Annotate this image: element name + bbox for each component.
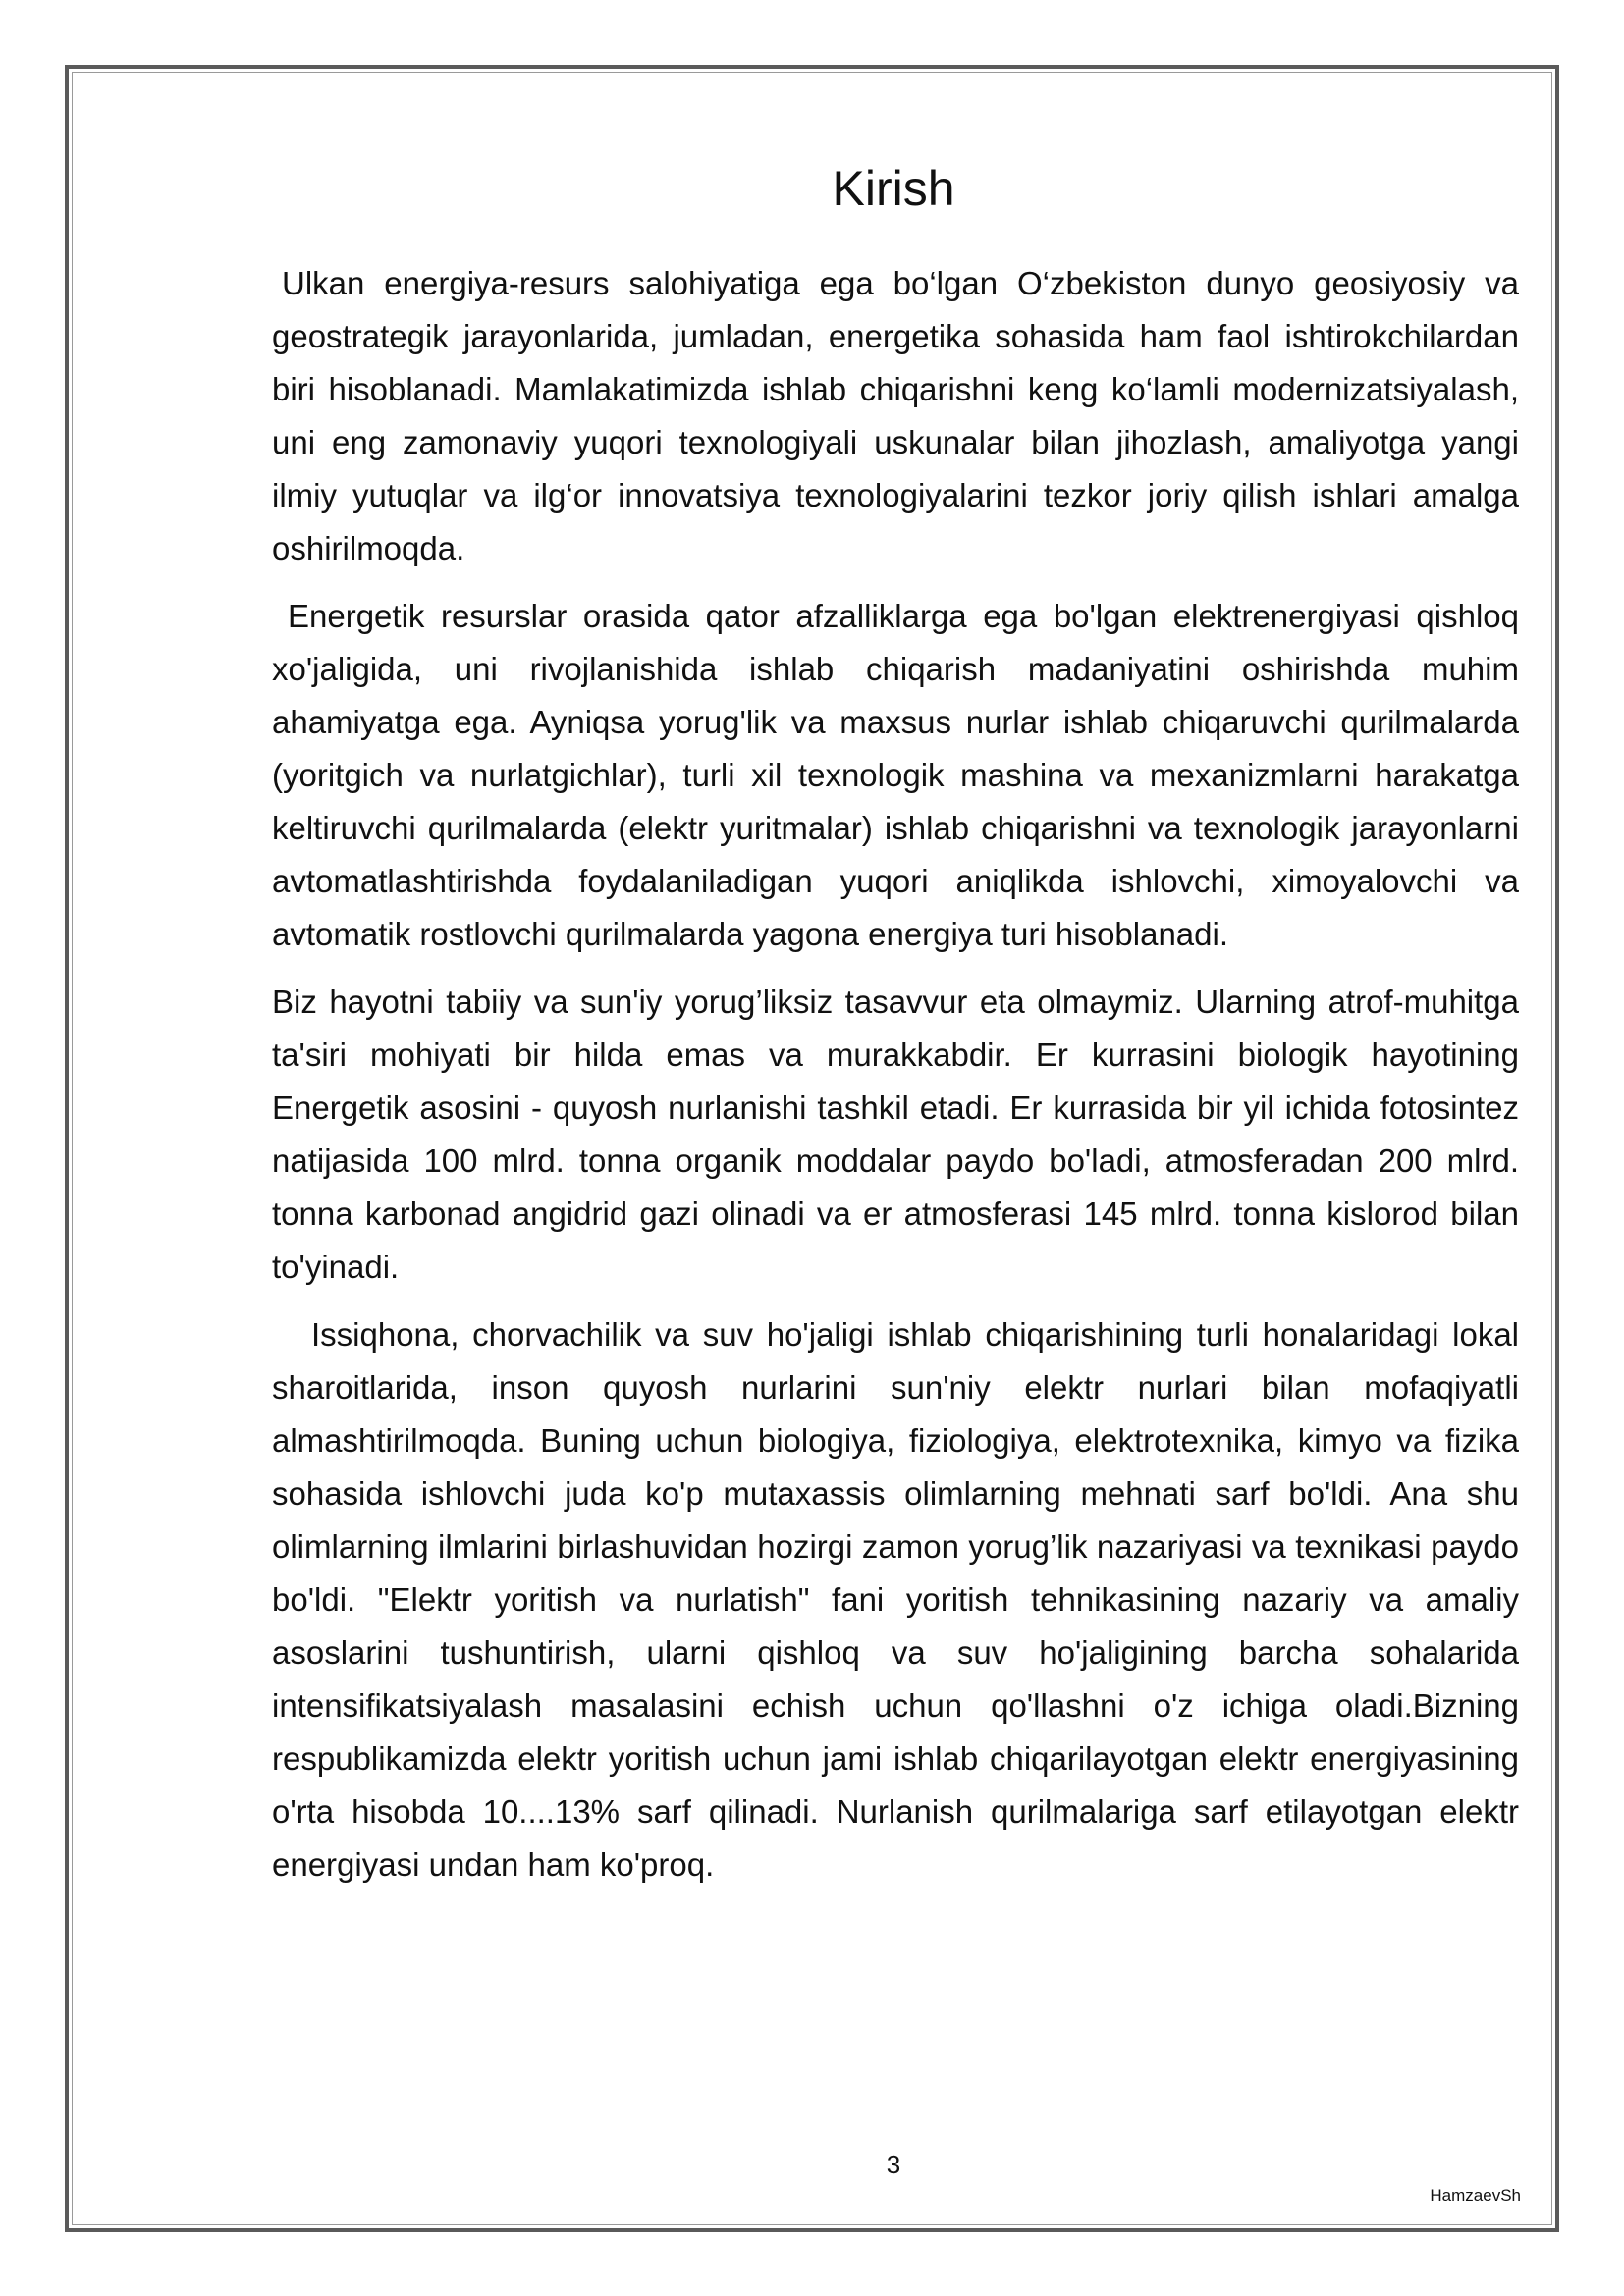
author-footer: HamzaevSh (1430, 2186, 1521, 2205)
page-title: Kirish (832, 161, 955, 216)
body-text (272, 257, 1519, 1906)
page-number: 3 (886, 2150, 901, 2179)
paragraph-4: Issiqhona, chorvachilik va suv ho'jaligi ishlab chiqarishining turli honalaridagi lokal sharoitlarida, inson quyosh nurlarini sun'niy elektr nurlari bilan mofaqiyatli almashtirilmoqda. Buning uchun biologiya, fiziologiya, elektrotexnika, kimyo va fizika sohasida ishlovchi juda ko'p mutaxassis olimlarning mehnati sarf bo'ldi. Ana shu olimlarning ilmlarini birlashuvidan hozirgi zamon yorug’lik nazariyasi va texnikasi paydo bo'ldi. "Elektr yoritish va nurlatish" fani yoritish tehnikasining nazariy va amaliy asoslarini tushuntirish, ularni qishloq va suv ho'jaligining barcha sohalarida intensifikatsiyalash masalasini echish uchun qo'llashni o'z ichiga oladi.Bizning respublikamizda elektr yoritish uchun jami ishlab chiqarilayotgan elektr energiyasining o'rta hisobda 10....13% sarf qilinadi. Nurlanish qurilmalariga sarf etilayotgan elektr energiyasi undan ham ko'proq. (272, 1316, 1519, 1883)
paragraph-2: Energetik resurslar orasida qator afzalliklarga ega bo'lgan elektrenergiyasi qishloq xo'jaligida, uni rivojlanishida ishlab chiqarish madaniyatini oshirishda muhim ahamiyatga ega. Ayniqsa yorug'lik va maxsus nurlar ishlab chiqaruvchi qurilmalarda (yoritgich va nurlatgichlar), turli xil texnologik mashina va mexanizmlarni harakatga keltiruvchi qurilmalarda (elektr yuritmalar) ishlab chiqarishni va texnologik jarayonlarni avtomatlashtirishda foydalaniladigan yuqori aniqlikda ishlovchi, ximoyalovchi va avtomatik rostlovchi qurilmalarda yagona energiya turi hisoblanadi. (272, 598, 1519, 952)
paragraph-3: Biz hayotni tabiiy va sun'iy yorug’liksiz tasavvur eta olmaymiz. Ularning atrof-muhitga ta'siri mohiyati bir hilda emas va murakkabdir. Er kurrasini biologik hayotining Energetik asosini - quyosh nurlanishi tashkil etadi. Er kurrasida bir yil ichida fotosintez natijasida 100 mlrd. tonna organik moddalar paydo bo'ladi, atmosferadan 200 mlrd. tonna karbonad angidrid gazi olinadi va er atmosferasi 145 mlrd. tonna kislorod bilan to'yinadi. (272, 984, 1519, 1285)
paragraph-1: Ulkan energiya-resurs salohiyatiga ega bo‘lgan O‘zbekiston dunyo geosiyosiy va geostrategik jarayonlarida, jumladan, energetika sohasida ham faol ishtirokchilardan biri hisoblanadi. Mamlakatimizda ishlab chiqarishni keng ko‘lamli modernizatsiyalash, uni eng zamonaviy yuqori texnologiyali uskunalar bilan jihozlash, amaliyotga yangi ilmiy yutuqlar va ilg‘or innovatsiya texnologiyalarini tezkor joriy qilish ishlari amalga oshirilmoqda. (272, 265, 1519, 566)
